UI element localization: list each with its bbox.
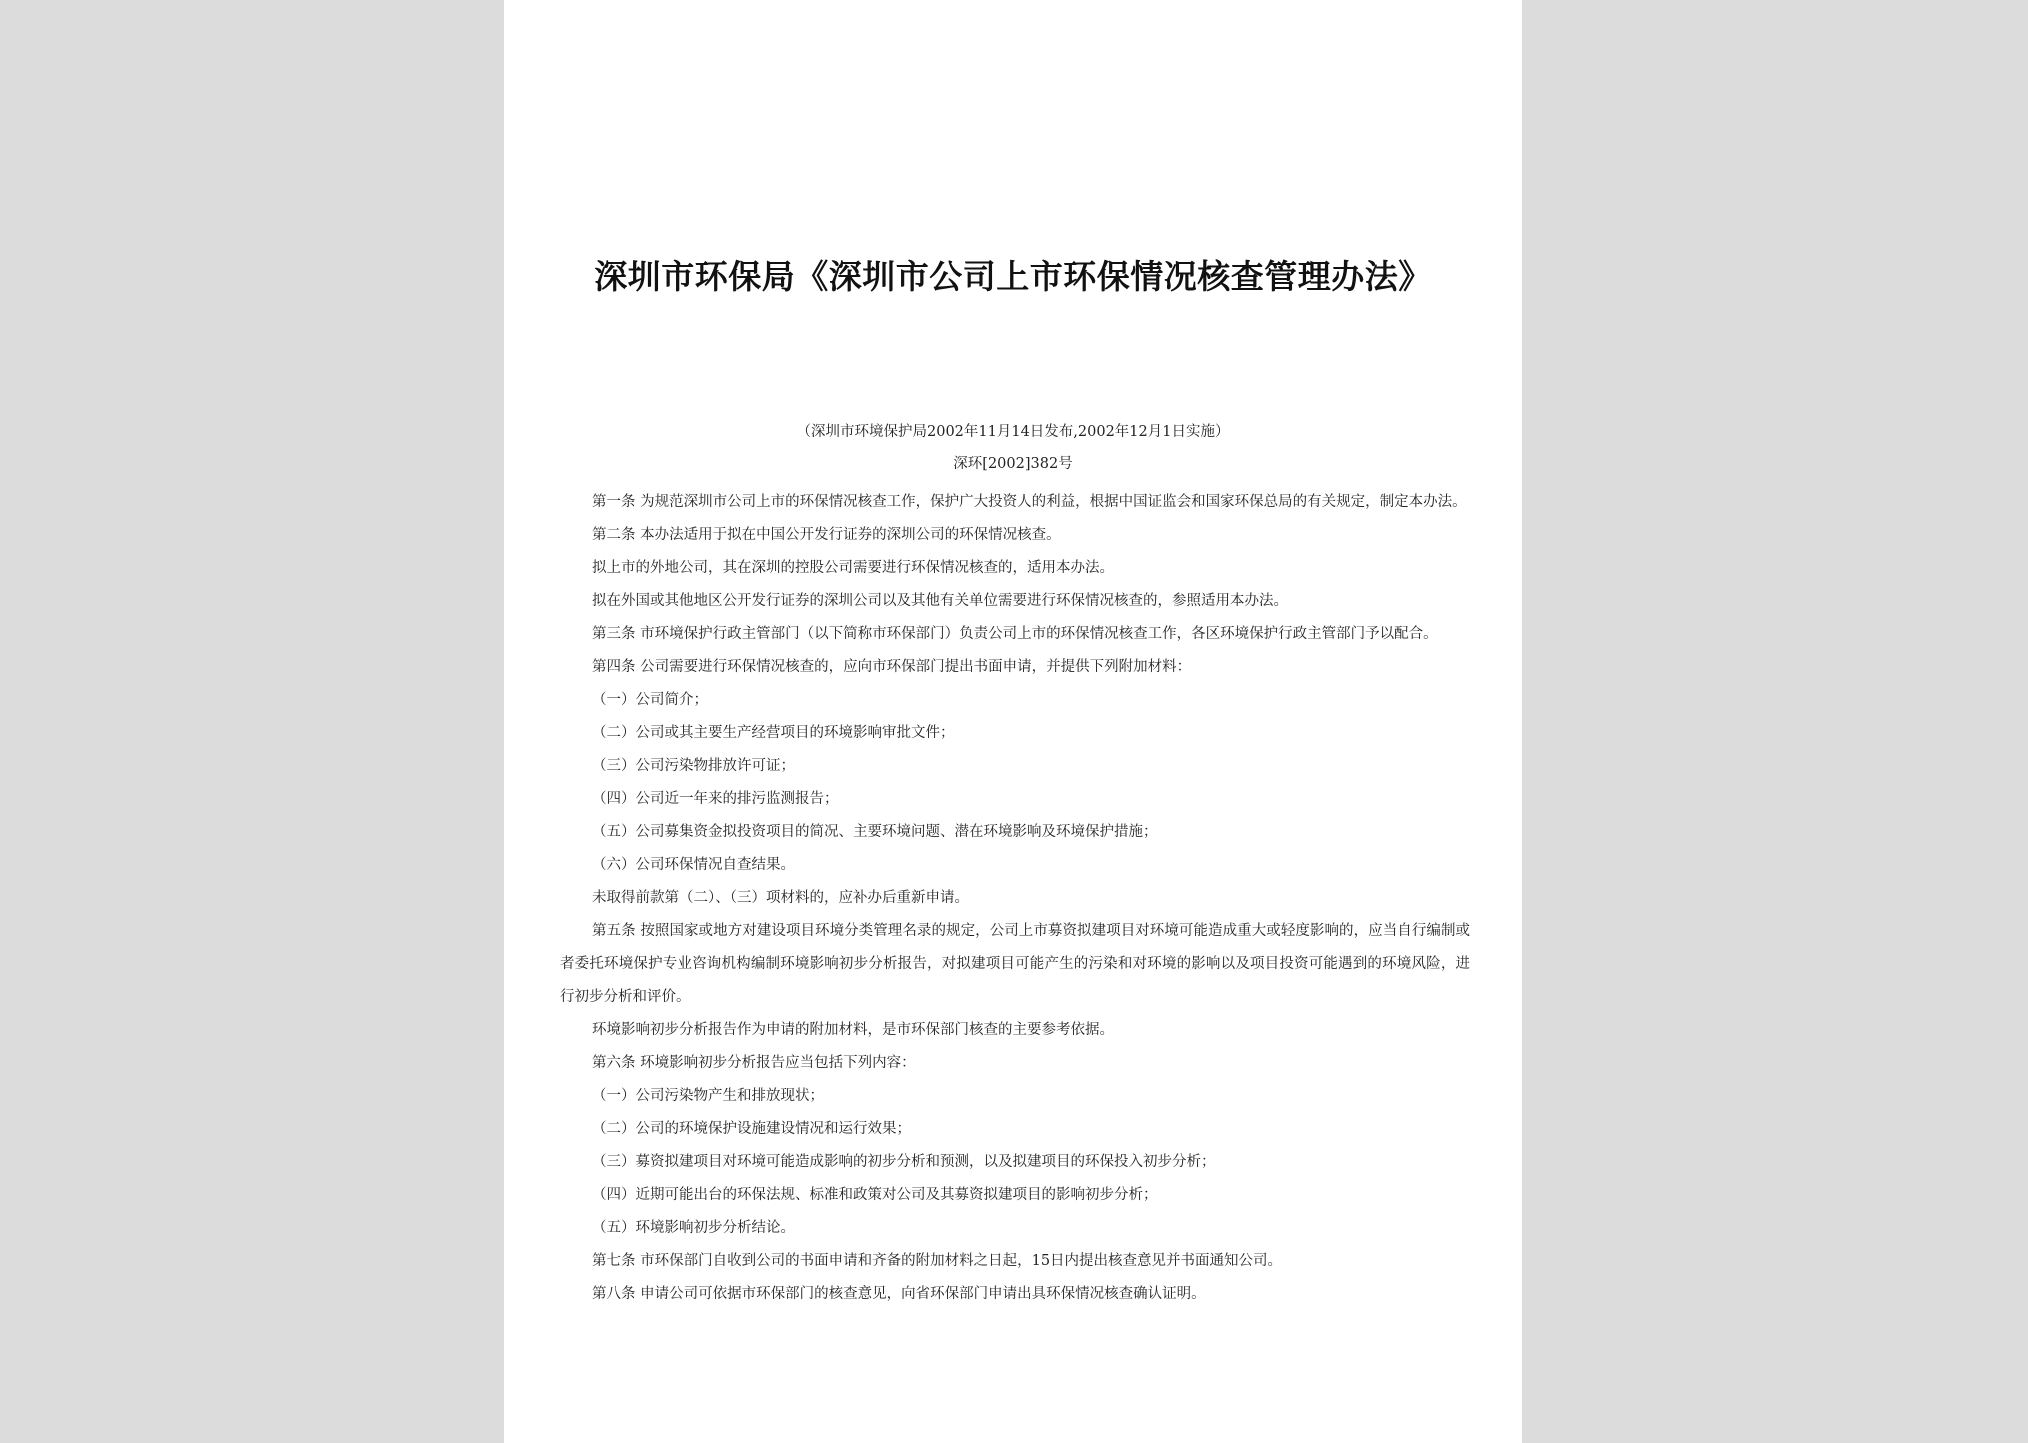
list-item: （三）公司污染物排放许可证； xyxy=(592,758,795,774)
list-item: （二）公司或其主要生产经营项目的环境影响审批文件； xyxy=(592,725,955,741)
list-item: （一）公司简介； xyxy=(592,692,708,708)
paragraph-article-3: 第三条 市环境保护行政主管部门（以下简称市环保部门）负责公司上市的环保情况核查工作，各区环境保护行政主管部门予以配合。 xyxy=(592,626,1438,642)
paragraph-article-5: 第五条 按照国家或地方对建设项目环境分类管理名录的规定，公司上市募资拟建项目对环境可能造成重大或轻度影响的，应当自行编制或者委托环境保护专业咨询机构编制环境影响初步分析报告，对拟建项目可能产生的污染和对环境的影响以及项目投资可能遇到的环境风险，进行初步分析和评价。 xyxy=(560,923,1470,1005)
paragraph-article-4: 第四条 公司需要进行环保情况核查的，应向市环保部门提出书面申请，并提供下列附加材料： xyxy=(592,659,1192,675)
document-page xyxy=(504,0,1522,1443)
list-item: （三）募资拟建项目对环境可能造成影响的初步分析和预测，以及拟建项目的环保投入初步分析； xyxy=(592,1154,1216,1170)
paragraph-article-1: 第一条 为规范深圳市公司上市的环保情况核查工作，保护广大投资人的利益，根据中国证监会和国家环保总局的有关规定，制定本办法。 xyxy=(592,494,1467,510)
document-number: 深环[2002]382号 xyxy=(953,456,1073,472)
list-item: （四）公司近一年来的排污监测报告； xyxy=(592,791,839,807)
paragraph: 拟在外国或其他地区公开发行证券的深圳公司以及其他有关单位需要进行环保情况核查的，参照适用本办法。 xyxy=(592,593,1288,609)
list-item: （五）公司募集资金拟投资项目的简况、主要环境问题、潜在环境影响及环境保护措施； xyxy=(592,824,1158,840)
list-item: （四）近期可能出台的环保法规、标准和政策对公司及其募资拟建项目的影响初步分析； xyxy=(592,1187,1158,1203)
list-item: （五）环境影响初步分析结论。 xyxy=(592,1220,795,1236)
paragraph: 未取得前款第（二）、（三）项材料的，应补办后重新申请。 xyxy=(592,890,969,906)
paragraph-article-7: 第七条 市环保部门自收到公司的书面申请和齐备的附加材料之日起，15日内提出核查意见并书面通知公司。 xyxy=(592,1253,1283,1269)
paragraph-article-6: 第六条 环境影响初步分析报告应当包括下列内容： xyxy=(592,1055,916,1071)
materials-list xyxy=(560,684,1470,882)
paragraph: 环境影响初步分析报告作为申请的附加材料，是市环保部门核查的主要参考依据。 xyxy=(592,1022,1114,1038)
report-contents-list xyxy=(560,1080,1470,1245)
publication-info: （深圳市环境保护局2002年11月14日发布,2002年12月1日实施） xyxy=(796,424,1230,440)
document-body xyxy=(560,486,1470,1311)
list-item: （二）公司的环境保护设施建设情况和运行效果； xyxy=(592,1121,911,1137)
list-item: （六）公司环保情况自查结果。 xyxy=(592,857,795,873)
paragraph-article-2: 第二条 本办法适用于拟在中国公开发行证券的深圳公司的环保情况核查。 xyxy=(592,527,1061,543)
document-title: 深圳市环保局《深圳市公司上市环保情况核查管理办法》 xyxy=(594,257,1432,296)
paragraph-article-8: 第八条 申请公司可依据市环保部门的核查意见，向省环保部门申请出具环保情况核查确认证明。 xyxy=(592,1286,1206,1302)
paragraph: 拟上市的外地公司，其在深圳的控股公司需要进行环保情况核查的，适用本办法。 xyxy=(592,560,1114,576)
list-item: （一）公司污染物产生和排放现状； xyxy=(592,1088,824,1104)
